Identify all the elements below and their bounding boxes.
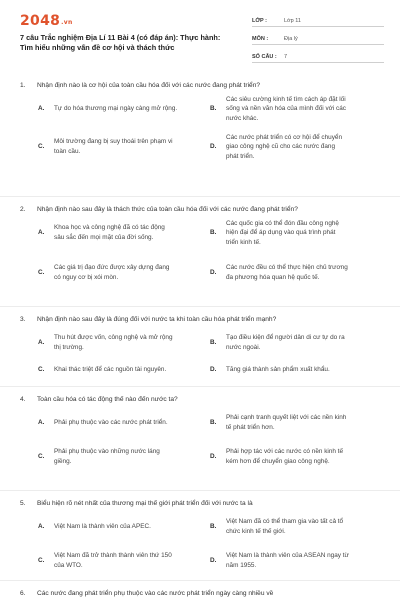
option-line: của WTO. <box>54 561 83 569</box>
option-line: Tăng giá thành sản phẩm xuất khẩu. <box>226 366 330 374</box>
option-c[interactable] <box>38 263 206 282</box>
option-line: Các nước phát triển có cơ hội để chuyển <box>226 133 343 141</box>
quiz-title: 7 câu Trắc nghiệm Địa Lí 11 Bài 4 (có đáp án): Thực hành: Tìm hiểu những vấn đề cơ hội và thách thức <box>20 33 221 52</box>
option-letter: D. <box>210 557 217 565</box>
option-line: thị trường. <box>54 343 84 351</box>
question-stem: Nhận định nào sau đây là thách thức của toàn cầu hóa đối với các nước đang phát triển? <box>37 206 298 213</box>
option-line: Các siêu cường kinh tế tìm cách áp đặt lối <box>226 95 346 103</box>
option-text <box>226 95 346 124</box>
option-letter: A. <box>38 229 45 237</box>
option-line: sâu sắc đến mọi mặt của đời sống. <box>54 233 154 241</box>
option-text <box>54 104 177 114</box>
option-letter: A. <box>38 523 45 531</box>
option-letter: B. <box>210 419 217 427</box>
option-letter: D. <box>210 269 217 277</box>
option-text <box>226 551 349 570</box>
option-letter: A. <box>38 339 45 347</box>
option-b[interactable] <box>210 95 378 124</box>
option-b[interactable] <box>210 219 378 248</box>
option-line: Khoa học và công nghệ đã có tác động <box>54 224 165 232</box>
option-line: Việt Nam là thành viên của APEC. <box>54 523 151 531</box>
option-line: Tự do hóa thương mại ngày càng mở rộng. <box>54 105 178 113</box>
option-text <box>226 447 343 466</box>
meta-grade-label: LỚP : <box>252 18 267 24</box>
option-line: sống và nền văn hóa của mình đối với các <box>226 105 347 113</box>
option-text <box>54 447 160 466</box>
option-b[interactable] <box>210 333 378 352</box>
question-text <box>20 500 253 507</box>
option-text <box>54 418 168 428</box>
meta-count <box>252 49 384 63</box>
option-text <box>226 263 348 282</box>
option-line: năm 1955. <box>226 561 257 569</box>
option-text <box>54 551 172 570</box>
option-a[interactable] <box>38 104 206 114</box>
option-letter: D. <box>210 453 217 461</box>
option-line: phát triển. <box>226 152 255 160</box>
meta-subject <box>252 31 384 45</box>
option-text <box>54 522 151 532</box>
option-line: Các giá trị đạo đức được xây dựng đang <box>54 264 170 272</box>
option-letter: C. <box>38 453 45 461</box>
option-text <box>226 517 343 536</box>
option-b[interactable] <box>210 517 378 536</box>
option-c[interactable] <box>38 447 206 466</box>
option-line: Khai thác triệt để các nguồn tài nguyên. <box>54 366 167 374</box>
site-logo[interactable] <box>20 13 73 29</box>
option-line: Các quốc gia có thể đón đầu công nghệ <box>226 219 339 227</box>
question-1 <box>0 72 400 197</box>
question-stem: Nhận định nào là cơ hội của toàn cầu hóa đối với các nước đang phát triển? <box>37 82 261 89</box>
option-a[interactable] <box>38 333 206 352</box>
option-a[interactable] <box>38 522 206 532</box>
option-line: tế phát triển hơn. <box>226 423 275 431</box>
question-text <box>20 316 276 323</box>
question-text <box>20 396 178 403</box>
option-line: đa phương hóa quan hệ quốc tế. <box>226 273 320 281</box>
question-stem: Biểu hiện rõ nét nhất của thương mại thế giới phát triển đối với nước ta là <box>37 500 253 507</box>
question-number: 3. <box>20 316 26 323</box>
option-line: Thu hút được vốn, công nghệ và mở rộng <box>54 334 173 342</box>
option-text <box>226 413 346 432</box>
option-line: chức kinh tế thế giới. <box>226 527 286 535</box>
option-line: Môi trường đang bị suy thoái trên phạm vi <box>54 138 173 146</box>
option-a[interactable] <box>38 223 206 242</box>
question-number: 4. <box>20 396 26 403</box>
option-letter: B. <box>210 339 217 347</box>
option-letter: C. <box>38 143 45 151</box>
meta-grade <box>252 13 384 27</box>
option-line: nước ngoài. <box>226 343 261 351</box>
option-text <box>54 137 173 156</box>
option-line: hiện đại để áp dụng vào quá trình phát <box>226 229 336 237</box>
option-line: nước khác. <box>226 114 259 122</box>
option-letter: C. <box>38 557 45 565</box>
option-c[interactable] <box>38 551 206 570</box>
option-line: Việt Nam đã có thể tham gia vào tất cả tổ <box>226 518 344 526</box>
option-letter: D. <box>210 143 217 151</box>
option-line: Phải phụ thuộc vào những nước láng <box>54 448 160 456</box>
option-letter: B. <box>210 229 217 237</box>
option-line: Các nước đều có thể thực hiện chủ trương <box>226 264 348 272</box>
meta-subject-value: Địa lý <box>284 36 298 42</box>
option-letter: D. <box>210 366 217 374</box>
option-b[interactable] <box>210 413 378 432</box>
meta-count-value: 7 <box>284 54 288 60</box>
option-line: Phải hợp tác với các nước có nền kinh tế <box>226 448 344 456</box>
option-text <box>226 133 342 162</box>
option-d[interactable] <box>210 447 378 466</box>
option-letter: A. <box>38 105 45 113</box>
logo-suffix: .vn <box>61 19 73 26</box>
option-d[interactable] <box>210 365 378 375</box>
question-number: 5. <box>20 500 26 507</box>
question-6 <box>0 580 400 600</box>
question-4 <box>0 386 400 491</box>
question-stem: Nhận định nào sau đây là đúng đối với nước ta khi toàn cầu hóa phát triển mạnh? <box>37 316 277 323</box>
option-line: giao công nghệ cũ cho các nước đang <box>226 143 336 151</box>
question-stem: Toàn cầu hóa có tác động thế nào đến nước ta? <box>37 396 178 403</box>
question-number: 2. <box>20 206 26 213</box>
option-d[interactable] <box>210 263 378 282</box>
option-line: có nguy cơ bị xói mòn. <box>54 273 119 281</box>
question-3 <box>0 306 400 387</box>
option-letter: B. <box>210 105 217 113</box>
question-number: 6. <box>20 590 26 597</box>
option-line: Việt Nam đã trở thành thành viên thứ 150 <box>54 552 172 560</box>
option-d[interactable] <box>210 551 378 570</box>
option-c[interactable] <box>38 137 206 156</box>
question-text <box>20 82 260 89</box>
option-text <box>54 223 165 242</box>
meta-subject-label: MÔN : <box>252 36 269 42</box>
option-letter: B. <box>210 523 217 531</box>
option-line: Việt Nam là thành viên của ASEAN ngay từ <box>226 552 349 560</box>
question-text <box>20 590 273 597</box>
option-line: Tạo điều kiện để người dân di cư tự do ra <box>226 334 345 342</box>
option-c[interactable] <box>38 365 206 375</box>
option-text <box>226 219 339 248</box>
option-line: kém hơn để chuyển giao công nghệ. <box>226 457 330 465</box>
logo-text: 2048 <box>20 13 61 29</box>
question-5 <box>0 490 400 581</box>
question-stem: Các nước đang phát triển phụ thuộc vào các nước phát triển ngày càng nhiều về <box>37 590 274 597</box>
option-text <box>54 365 166 375</box>
option-letter: C. <box>38 269 45 277</box>
option-text <box>54 333 173 352</box>
option-line: toàn cầu. <box>54 147 81 155</box>
option-line: triển kinh tế. <box>226 238 261 246</box>
option-text <box>54 263 169 282</box>
question-2 <box>0 196 400 307</box>
option-a[interactable] <box>38 418 206 428</box>
question-number: 1. <box>20 82 26 89</box>
quiz-meta <box>252 13 384 67</box>
option-letter: C. <box>38 366 45 374</box>
option-letter: A. <box>38 419 45 427</box>
meta-count-label: SỐ CÂU : <box>252 54 277 60</box>
option-line: Phải phụ thuộc vào các nước phát triển. <box>54 419 168 427</box>
option-text <box>226 365 330 375</box>
page-header <box>0 0 400 66</box>
question-text <box>20 206 298 213</box>
meta-grade-value: Lớp 11 <box>284 18 301 24</box>
option-d[interactable] <box>210 133 378 162</box>
option-line: Phải cạnh tranh quyết liệt với các nền kinh <box>226 414 347 422</box>
option-line: giềng. <box>54 457 72 465</box>
option-text <box>226 333 345 352</box>
